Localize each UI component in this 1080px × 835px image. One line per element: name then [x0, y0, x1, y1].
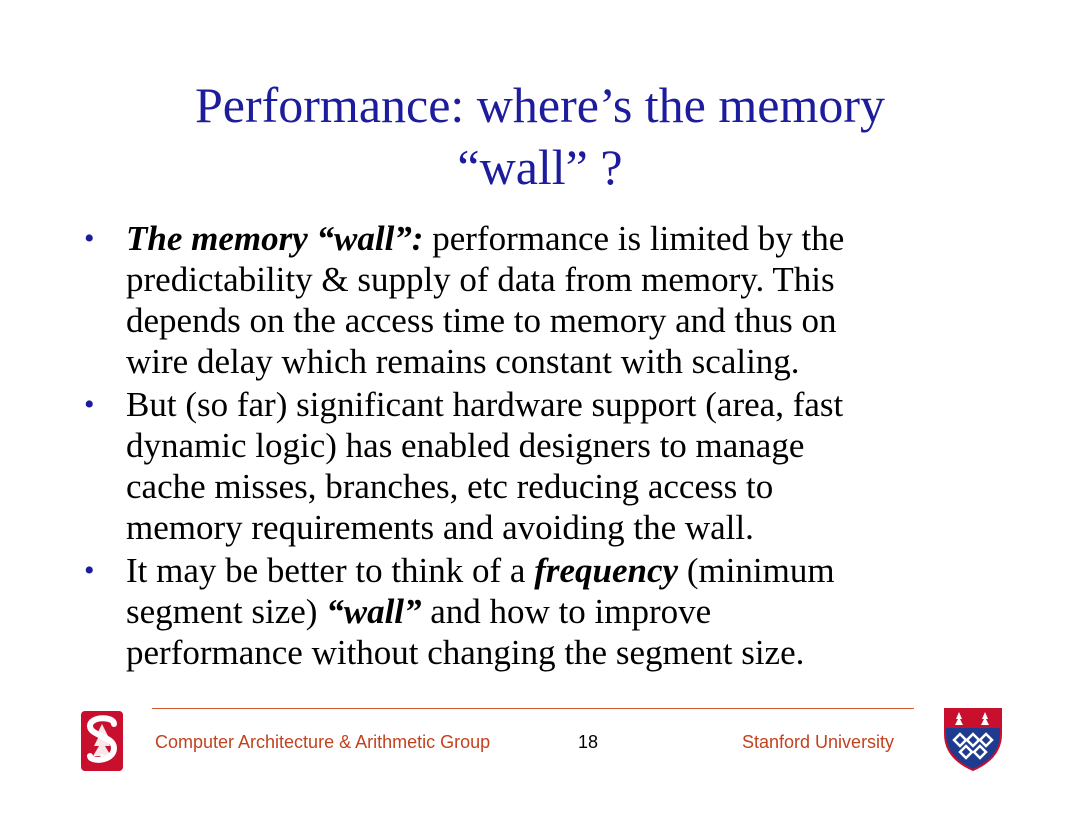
bullet-line: predictability & supply of data from memory. This — [126, 260, 835, 299]
bullet-item-frequency-wall — [84, 550, 944, 673]
bullet-line: memory requirements and avoiding the wall. — [126, 508, 754, 547]
bullet-line: wire delay which remains constant with scaling. — [126, 342, 800, 381]
bullet-text: (minimum — [678, 551, 835, 590]
bullet-dot: • — [84, 222, 95, 255]
bullet-text: It may be better to think of a — [126, 551, 535, 590]
title-line-1: Performance: where’s the memory — [194, 77, 885, 133]
bullet-text: performance is limited by the — [423, 219, 845, 258]
bullet-line: performance without changing the segment size. — [126, 633, 805, 672]
bullet-lead-text: The memory “wall”: — [126, 219, 424, 258]
bullet-list — [84, 218, 944, 675]
emphasis-wall: “wall” — [326, 592, 422, 631]
title-line-2: “wall” ? — [457, 139, 623, 195]
bullet-dot: • — [84, 388, 95, 421]
bullet-text: segment size) — [126, 592, 327, 631]
stanford-tree-logo — [80, 710, 124, 772]
bullet-line: But (so far) significant hardware support (area, fast — [126, 385, 844, 424]
bullet-line: dynamic logic) has enabled designers to manage — [126, 426, 805, 465]
bullet-item-hardware-support — [84, 384, 944, 548]
footer-group-name: Computer Architecture & Arithmetic Group — [155, 732, 491, 752]
bullet-item-memory-wall — [84, 218, 944, 382]
bullet-line — [126, 591, 944, 632]
bullet-line — [126, 550, 944, 591]
footer-university: Stanford University — [742, 732, 895, 752]
bullet-line: depends on the access time to memory and thus on — [126, 301, 837, 340]
bullet-dot: • — [84, 554, 95, 587]
university-shield-logo — [942, 706, 1004, 772]
slide-title — [80, 74, 1000, 198]
page-number: 18 — [578, 732, 599, 752]
footer-divider — [152, 708, 914, 709]
bullet-line: cache misses, branches, etc reducing access to — [126, 467, 774, 506]
bullet-text: and how to improve — [421, 592, 712, 631]
bullet-line — [126, 218, 944, 259]
emphasis-frequency: frequency — [534, 551, 679, 590]
